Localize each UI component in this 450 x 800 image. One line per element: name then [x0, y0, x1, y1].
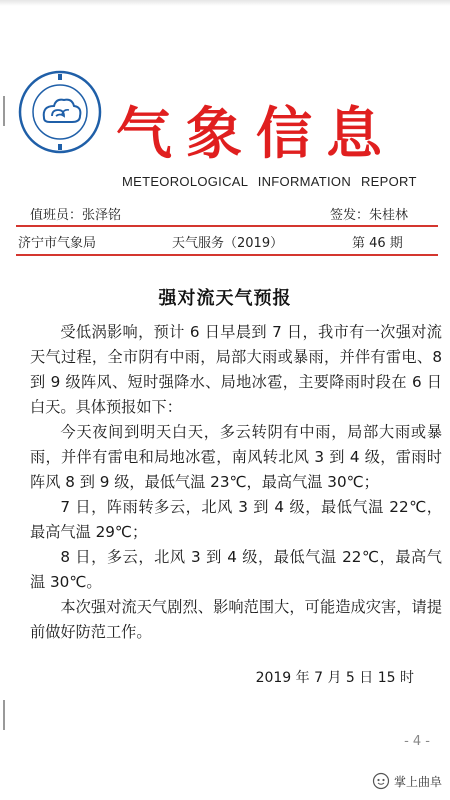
- signer: 签发：朱桂林: [330, 208, 409, 223]
- report-title: 气象信息: [116, 101, 396, 167]
- header-rule-bottom: [16, 254, 438, 256]
- page-top-edge: [0, 0, 450, 6]
- watermark-text: 掌上曲阜: [393, 774, 442, 789]
- paragraph: 8 日，多云，北风 3 到 4 级，最低气温 22℃，最高气温 30℃。: [30, 548, 442, 591]
- paragraph: 本次强对流天气剧烈、影响范围大，可能造成灾害，请提前做好防范工作。: [30, 598, 442, 641]
- binding-mark: [3, 700, 5, 730]
- duty-officer: 值班员：张泽铭: [30, 208, 122, 223]
- page-number: - 4 -: [404, 734, 430, 749]
- binding-mark: [3, 96, 5, 126]
- forecast-title: 强对流天气预报: [158, 288, 292, 309]
- wechat-account-icon: [372, 772, 390, 790]
- paragraph: 7 日，阵雨转多云，北风 3 到 4 级，最低气温 22℃，最高气温 29℃；: [30, 498, 442, 541]
- issue-number: 第 46 期: [352, 236, 403, 251]
- service-series: 天气服务（2019）: [172, 236, 284, 251]
- paragraph: 受低涡影响，预计 6 日早晨到 7 日，我市有一次强对流天气过程，全市阴有中雨，局部大雨或暴雨，并伴有雷电、8 到 9 级阵风、短时强降水、局地冰雹，主要降雨时段在 6 日白天。具体预报如下：: [30, 323, 442, 416]
- source-watermark: [372, 770, 442, 792]
- seal-emblem-icon: [18, 70, 102, 154]
- report-subtitle: METEOROLOGICAL INFORMATION REPORT: [122, 174, 417, 189]
- issuing-org: 济宁市气象局: [18, 236, 97, 251]
- forecast-body: [30, 320, 442, 645]
- issue-date: 2019 年 7 月 5 日 15 时: [255, 670, 414, 686]
- paragraph: 今天夜间到明天白天，多云转阴有中雨，局部大雨或暴雨，并伴有雷电和局地冰雹，南风转北风 3 到 4 级，雷雨时阵风 8 到 9 级，最低气温 23℃，最高气温 30℃；: [30, 423, 442, 491]
- meteorological-bureau-seal: [18, 70, 102, 154]
- header-rule-top: [16, 225, 438, 227]
